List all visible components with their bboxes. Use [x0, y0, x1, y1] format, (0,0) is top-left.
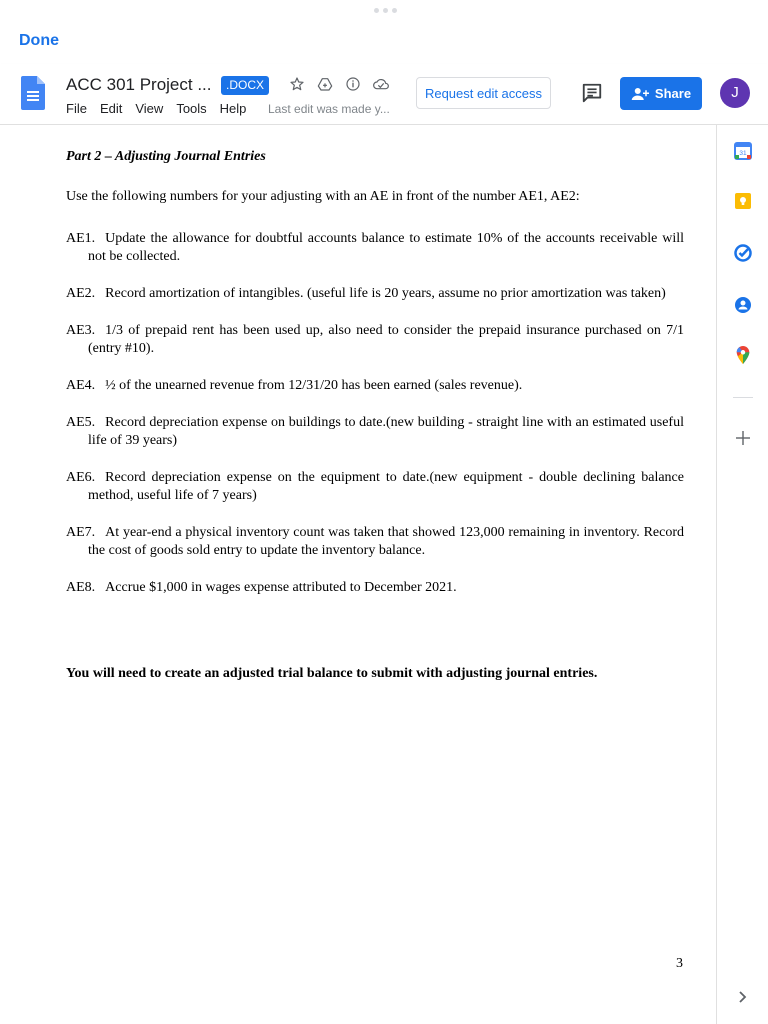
share-label: Share	[654, 86, 692, 101]
item-label: AE1.	[66, 231, 96, 246]
item-text: Accrue $1,000 in wages expense attributed to December 2021.	[105, 580, 457, 595]
document-page	[0, 125, 716, 1024]
done-button[interactable]: Done	[19, 32, 59, 49]
list-item	[66, 579, 684, 597]
menu-edit[interactable]: Edit	[99, 101, 123, 116]
item-label: AE4.	[66, 378, 96, 393]
docs-logo-icon	[21, 76, 45, 110]
calendar-day: 31	[739, 150, 747, 157]
share-button[interactable]	[620, 77, 702, 110]
expand-icon[interactable]	[733, 987, 753, 1007]
item-label: AE8.	[66, 580, 96, 595]
menu-view[interactable]: View	[135, 101, 164, 116]
item-label: AE5.	[66, 415, 96, 430]
last-edit-link[interactable]: Last edit was made y...	[268, 102, 390, 116]
item-text: Record depreciation expense on buildings to date.(new building - straight line with an estimated useful life of 39 years)	[88, 415, 684, 448]
menu-tools[interactable]: Tools	[176, 101, 207, 116]
docs-toolbar	[0, 64, 768, 125]
list-item	[66, 285, 684, 303]
list-item	[66, 322, 684, 358]
add-icon[interactable]	[733, 428, 753, 448]
maps-icon[interactable]	[733, 345, 753, 365]
item-text: Record depreciation expense on the equipment to date.(new equipment - double declining balance method, useful life of 7 years)	[88, 470, 684, 503]
item-text: At year-end a physical inventory count was taken that showed 123,000 remaining in inventory. Record the cost of goods sold entry to update the inventory balance.	[88, 525, 684, 558]
menu-bar	[66, 101, 246, 116]
list-item	[66, 414, 684, 450]
request-edit-access-button[interactable]: Request edit access	[416, 77, 551, 109]
calendar-icon[interactable]	[733, 141, 753, 161]
document-title[interactable]: ACC 301 Project ...	[66, 75, 212, 94]
menu-help[interactable]: Help	[219, 101, 247, 116]
contacts-icon[interactable]	[733, 295, 753, 315]
list-item	[66, 524, 684, 560]
docx-badge: .DOCX	[221, 76, 269, 95]
list-item	[66, 230, 684, 266]
side-panel	[716, 125, 768, 1024]
cloud-status-icon[interactable]	[372, 75, 390, 93]
list-item	[66, 469, 684, 505]
page-number: 3	[676, 956, 683, 971]
menu-file[interactable]: File	[66, 101, 87, 116]
star-icon[interactable]	[288, 75, 306, 93]
item-label: AE7.	[66, 525, 96, 540]
item-label: AE3.	[66, 323, 96, 338]
item-text: 1/3 of prepaid rent has been used up, also need to consider the prepaid insurance purchased on 7/1 (entry #10).	[88, 323, 684, 356]
drag-handle[interactable]	[374, 8, 397, 13]
add-person-icon	[631, 87, 649, 101]
list-item	[66, 377, 684, 395]
keep-icon[interactable]	[733, 191, 753, 211]
item-text: ½ of the unearned revenue from 12/31/20 has been earned (sales revenue).	[105, 378, 523, 393]
tasks-icon[interactable]	[733, 243, 753, 263]
item-label: AE6.	[66, 470, 96, 485]
adjusting-entries-list	[66, 230, 684, 616]
closing-instruction: You will need to create an adjusted trial balance to submit with adjusting journal entries.	[66, 666, 598, 681]
intro-text: Use the following numbers for your adjusting with an AE in front of the number AE1, AE2:	[66, 189, 580, 204]
account-avatar[interactable]: J	[720, 78, 750, 108]
item-label: AE2.	[66, 286, 96, 301]
item-text: Update the allowance for doubtful accounts balance to estimate 10% of the accounts receivable will not be collected.	[88, 231, 684, 264]
section-heading: Part 2 – Adjusting Journal Entries	[66, 149, 266, 164]
side-panel-divider	[733, 397, 753, 398]
move-to-drive-icon[interactable]	[316, 75, 334, 93]
item-text: Record amortization of intangibles. (useful life is 20 years, assume no prior amortization was taken)	[105, 286, 666, 301]
comment-history-icon[interactable]	[581, 82, 603, 104]
info-icon[interactable]	[344, 75, 362, 93]
